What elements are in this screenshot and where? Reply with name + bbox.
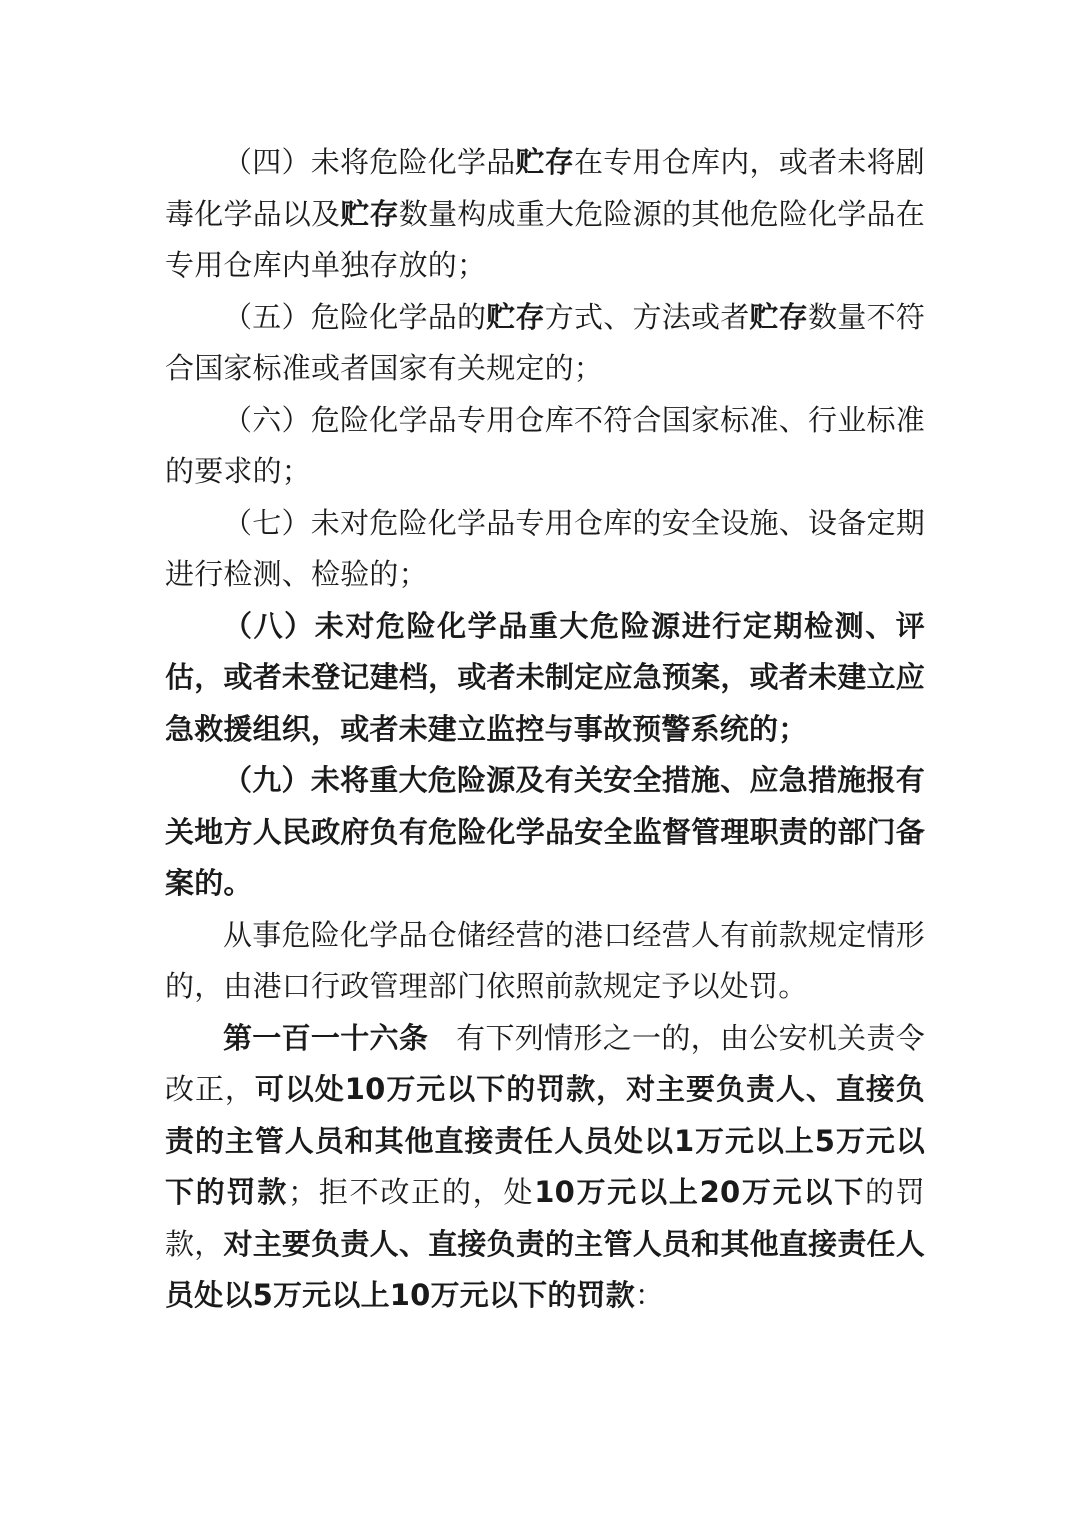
article-116 (165, 1013, 925, 1322)
item-four (165, 137, 925, 292)
item-four-text-a: （四）未将危险化学品 (223, 145, 516, 179)
article-116-bold-2: 10万元以上20万元以下 (534, 1175, 866, 1209)
item-seven: （七）未对危险化学品专用仓库的安全设施、设备定期进行检测、检验的； (165, 505, 925, 591)
item-four-bold-b: 贮存 (340, 196, 399, 231)
item-four-text-c: 数量构成重大危险源的其他危险化学品在专用仓库内单独存放的； (165, 196, 925, 282)
item-five (165, 292, 925, 395)
article-116-text-1: 有下列情形之一的，由公安机关责令改正， (165, 1020, 926, 1106)
article-116-text-4: ： (634, 1278, 665, 1312)
article-116-bold-3: 对主要负责人、直接负责的主管人员和其他直接责任人员处以5万元以上10万元以下的罚款 (165, 1226, 925, 1312)
item-five-bold-a: 贮存 (486, 299, 545, 334)
item-five-text-a: （五）危险化学品的 (223, 299, 487, 334)
article-116-text-2: ；拒不改正的，处 (288, 1175, 535, 1209)
article-116-text-3: 的罚款， (165, 1175, 925, 1261)
article-116-title: 第一百一十六条 (223, 1020, 429, 1055)
item-five-text-b: 方式、方法或者 (544, 299, 750, 334)
item-five-text-c: 数量不符合国家标准或者国家有关规定的； (165, 299, 926, 385)
item-nine: （九）未将重大危险源及有关安全措施、应急措施报有关地方人民政府负有危险化学品安全监督管理职责的部门备案的。 (165, 763, 925, 900)
article-116-bold-1: 可以处10万元以下的罚款，对主要负责人、直接负责的主管人员和其他直接责任人员处以1万元以上5万元以下的罚款 (165, 1072, 925, 1209)
item-six: （六）危险化学品专用仓库不符合国家标准、行业标准的要求的； (165, 402, 925, 488)
port-operator-paragraph: 从事危险化学品仓储经营的港口经营人有前款规定情形的，由港口行政管理部门依照前款规定予以处罚。 (165, 917, 925, 1003)
item-eight: （八）未对危险化学品重大危险源进行定期检测、评估，或者未登记建档，或者未制定应急预案，或者未建立应急救援组织，或者未建立监控与事故预警系统的； (165, 608, 925, 746)
item-four-bold-a: 贮存 (515, 145, 575, 179)
item-four-text-b: 在专用仓库内，或者未将剧毒化学品以及 (165, 145, 925, 231)
document-body (165, 137, 925, 1322)
item-five-bold-b: 贮存 (749, 299, 809, 334)
